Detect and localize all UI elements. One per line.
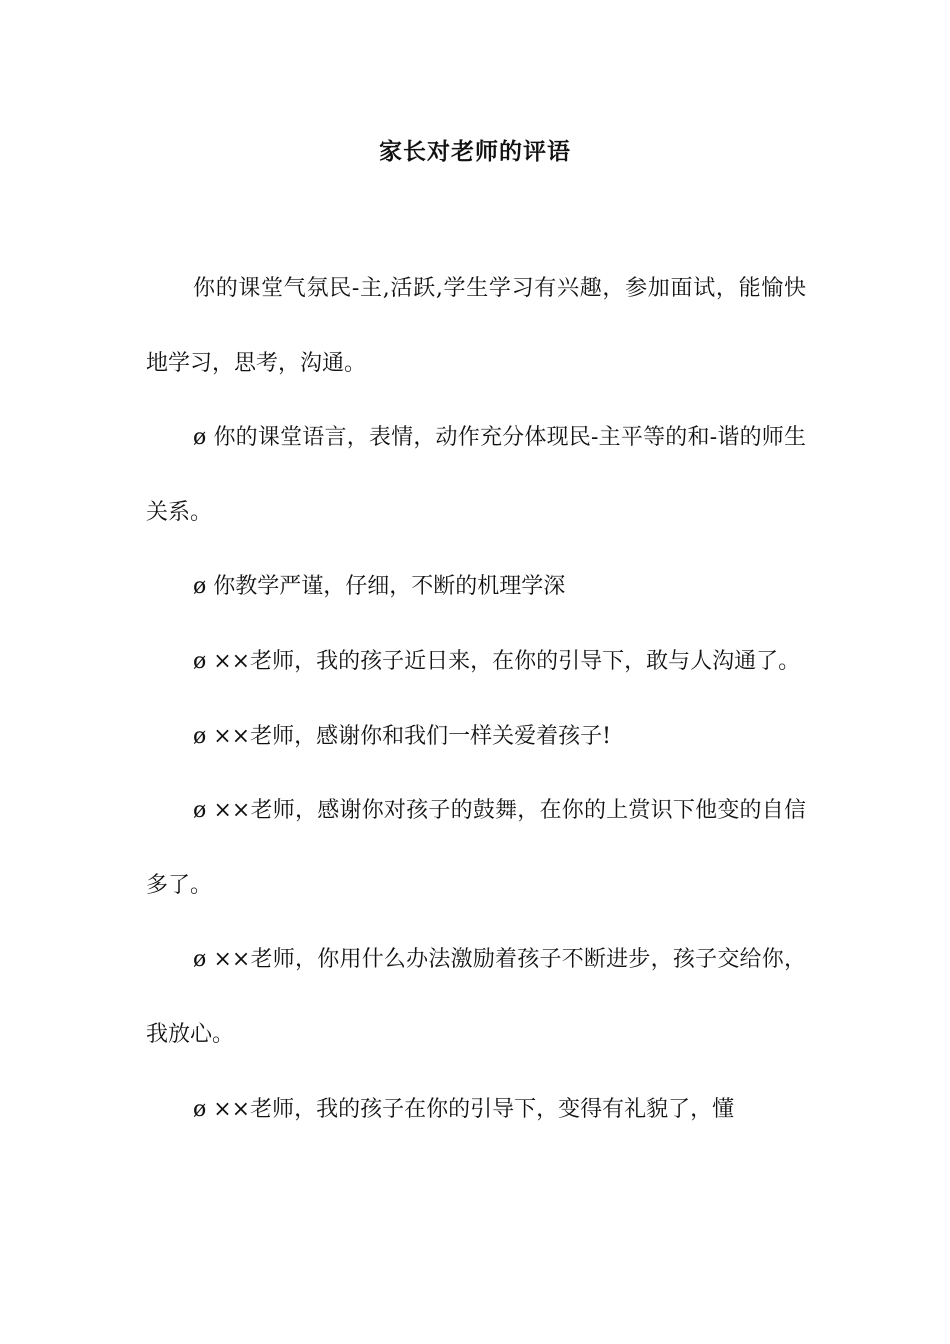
paragraph-7: ø ××老师，你用什么办法激励着孩子不断进步，孩子交给你，我放心。 [146, 947, 806, 1047]
document-body [146, 252, 806, 1147]
paragraph-6: ø ××老师，感谢你对孩子的鼓舞，在你的上赏识下他变的自信多了。 [146, 798, 806, 898]
paragraph-2: ø 你的课堂语言，表情，动作充分体现民-主平等的和-谐的师生关系。 [146, 425, 806, 525]
paragraph-1: 你的课堂气氛民-主,活跃,学生学习有兴趣，参加面试，能愉快地学习，思考，沟通。 [146, 276, 806, 376]
paragraph-5: ø ××老师，感谢你和我们一样关爱着孩子! [193, 723, 611, 749]
paragraph-3: ø 你教学严谨，仔细，不断的机理学深 [193, 574, 566, 600]
paragraph-4: ø ××老师，我的孩子近日来，在你的引导下，敢与人沟通了。 [193, 648, 801, 674]
document-title: 家长对老师的评语 [379, 138, 571, 165]
paragraph-8: ø ××老师，我的孩子在你的引导下，变得有礼貌了，懂 [193, 1096, 735, 1122]
